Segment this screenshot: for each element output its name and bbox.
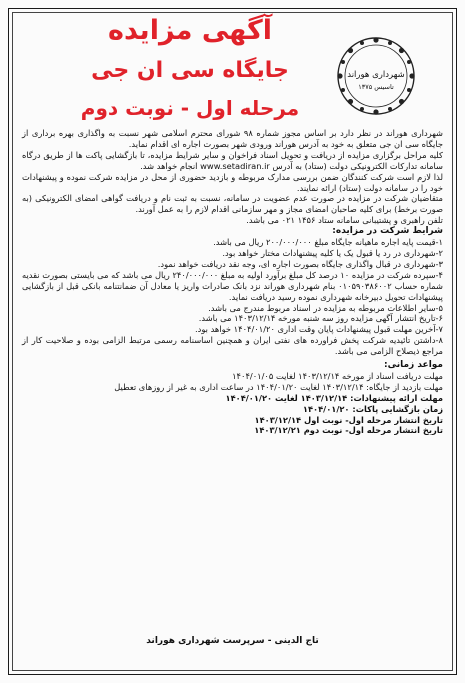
- logo-line2: تاسیس ۱۳۷۵: [358, 83, 394, 91]
- condition-item: ۵-سایر اطلاعات مربوطه به مزایده در اسناد مربوط مندرج می باشد.: [208, 302, 443, 313]
- support-phone: تلفن راهبری و پشتیبانی سامانه ستاد ۱۴۵۶ ۰۲۱ می باشد.: [246, 215, 443, 226]
- timing-item: مهلت دریافت اسناد از مورخه ۱۴۰۳/۱۲/۱۴ لغایت ۱۴۰۴/۰۱/۰۵: [232, 370, 443, 381]
- announcement-stage: مرحله اول - نوبت دوم: [80, 96, 300, 120]
- condition-item: ۷-آخرین مهلت قبول پیشنهادات پایان وقت اداری ۱۴۰۴/۰۱/۲۰ خواهد بود.: [195, 324, 443, 335]
- logo-line1: شهرداری هوراند: [347, 70, 405, 80]
- announcement-subtitle: جایگاه سی ان جی: [91, 58, 289, 83]
- condition-item: ۶-تاریخ انتشار آگهی مزایده روز سه شنبه مورخه ۱۴۰۳/۱۲/۱۴ می باشد.: [198, 313, 443, 324]
- conditions-title: شرایط شرکت در مزایده:: [332, 226, 443, 237]
- timing-item: زمان بازگشایی پاکات: ۱۴۰۴/۰۱/۲۰: [302, 403, 443, 414]
- condition-item: ۳-شهرداری در قبال واگذاری جایگاه بصورت اجاره ای، وجه نقد دریافت خواهد نمود.: [157, 258, 443, 269]
- municipality-logo: [334, 34, 418, 118]
- announcement-title: آگهی مزایده: [108, 15, 272, 46]
- header: [60, 14, 320, 122]
- timing-item: مهلت ارائه پیشنهادات: ۱۴۰۳/۱۲/۱۴ لغایت ۱۴۰۴/۰۱/۲۰: [225, 392, 443, 403]
- condition-item: ۸-داشتن تائیدیه شرکت پخش فراورده های نفتی ایران و همچنین اساسنامه رسمی مرتبط الزامی بوده و صلاحیت کار از مراجع ذیصلاح الزامی می باشد.: [22, 335, 443, 357]
- timing-section: [22, 360, 443, 436]
- condition-item: ۲-شهرداری در رد یا قبول یک یا کلیه پیشنهادات مختار خواهد بود.: [222, 247, 443, 258]
- intro-paragraph-1: شهرداری هوراند در نظر دارد بر اساس مجوز شماره ۹۸ شورای محترم اسلامی شهر نسبت به واگذاری بهره برداری از جایگاه سی ان جی متعلق به خود به آدرس هوراند ورودی شهر بصورت اجاره ای اقدام نماید.: [22, 128, 443, 149]
- intro-paragraph-2: کلیه مراحل برگزاری مزایده از دریافت و تحویل اسناد فراخوان و سایر شرایط مزایده، تا بازگشایی پاکت ها از طریق درگاه سامانه تدارکات الکترونیکی دولت (ستاد) به آدرس www.setadiran.ir انجام خواهد شد.: [22, 149, 443, 171]
- website-link[interactable]: www.setadiran.ir: [200, 160, 270, 171]
- intro-paragraph-4: متقاضیان شرکت در مزایده در صورت عدم عضویت در سامانه، نسبت به ثبت نام و دریافت گواهی امضای الکترونیکی (به صورت برخط) برای کلیه صاحبان امضای مجاز و مهر سازمانی اقدام لازم را به عمل آورند.: [22, 193, 443, 215]
- condition-item: ۱-قیمت پایه اجاره ماهیانه جایگاه مبلغ ۲۰۰/۰۰۰/۰۰۰ ریال می باشد.: [213, 237, 443, 248]
- timing-title: مواعد زمانی:: [384, 360, 443, 371]
- timing-item: مهلت بازدید از جایگاه: ۱۴۰۳/۱۲/۱۴ لغایت ۱۴۰۴/۰۱/۲۰ در ساعت اداری به غیر از روزهای تعطیل: [114, 381, 443, 392]
- timing-item: تاریخ انتشار مرحله اول- نوبت اول ۱۴۰۳/۱۲/۱۴: [254, 414, 443, 425]
- seal-icon: [334, 34, 418, 118]
- intro-paragraph-3: لذا لازم است شرکت کنندگان ضمن بررسی مدارک مربوطه و بازدید حضوری از محل در مزایده شرکت نموده و پیشنهادات خود را در سامانه دولت (ستاد) ارائه نمایند.: [22, 171, 443, 193]
- timing-item: تاریخ انتشار مرحله اول- نوبت دوم ۱۴۰۳/۱۲/۲۱: [254, 425, 443, 436]
- announcement-body: [22, 128, 443, 436]
- signature-line: تاج الدینی - سرپرست شهرداری هوراند: [146, 636, 319, 646]
- condition-item: ۴-سپرده شرکت در مزایده ۱۰ درصد کل مبلغ برآورد اولیه به مبلغ ۲۴۰/۰۰۰/۰۰۰ ریال می باشد که می بایستی بصورت نقدیه شماره حساب ۰۱۰۵۹۰۳۸۶۰۰۲ بنام شهرداری هوراند نزد بانک صادرات واریز یا معادل آن ضمانتنامه بانکی قبل از بازگشایی پیشنهادات تحویل دبیرخانه شهرداری نموده رسید دریافت نماید.: [22, 269, 443, 302]
